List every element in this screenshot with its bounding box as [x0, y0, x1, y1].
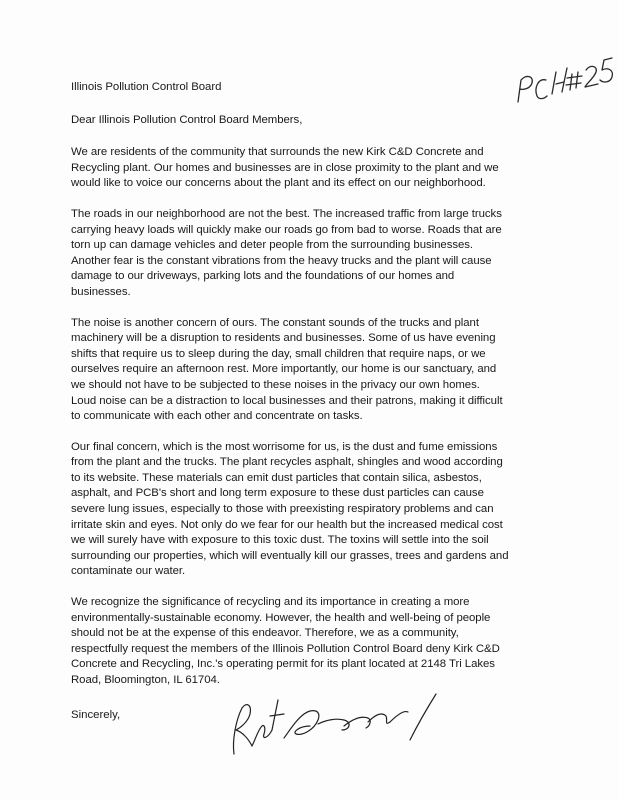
paragraph-line: torn up can damage vehicles and deter people from the surrounding businesses.: [71, 239, 474, 252]
paragraph-line: businesses.: [71, 285, 131, 298]
paragraph-intro: [71, 145, 547, 192]
paragraph-request: [71, 595, 547, 689]
paragraph-line: respectfully request the members of the Illinois Pollution Control Board deny Kirk C&D: [71, 642, 500, 655]
paragraph-line: Another fear is the constant vibrations from the heavy trucks and the plant will cause: [71, 254, 492, 267]
paragraph-line: ourselves require an afternoon rest. More importantly, our home is our sanctuary, and: [71, 363, 497, 376]
paragraph-line: from the plant and the trucks. The plant recycles asphalt, shingles and wood according: [71, 456, 503, 469]
paragraph-line: The roads in our neighborhood are not the best. The increased traffic from large trucks: [71, 207, 502, 220]
paragraph-noise: [71, 316, 547, 425]
paragraph-line: we will surely have with exposure to this toxic dust. The toxins will settle into the soil: [71, 534, 489, 547]
paragraph-roads: [71, 207, 547, 301]
paragraph-line: surrounding our properties, which will eventually kill our grasses, trees and gardens and: [71, 549, 509, 562]
paragraph-line: should not be at the expense of this endeavor. Therefore, we as a community,: [71, 627, 459, 640]
paragraph-dust: [71, 440, 547, 580]
paragraph-line: irritate skin and eyes. Not only do we fear for our health but the increased medical cost: [71, 518, 503, 531]
paragraph-line: would like to voice our concerns about the plant and its effect on our neighborhood.: [71, 177, 486, 190]
paragraph-line: contaminate our water.: [71, 565, 186, 578]
recipient-line: Illinois Pollution Control Board: [71, 81, 222, 93]
salutation-line: Dear Illinois Pollution Control Board Members,: [71, 113, 303, 126]
paragraph-line: We are residents of the community that surrounds the new Kirk C&D Concrete and: [71, 146, 484, 159]
handwritten-signature: [222, 680, 442, 760]
paragraph-line: Concrete and Recycling, Inc.'s operating permit for its plant located at 2148 Tri Lakes: [71, 658, 495, 671]
paragraph-line: to communicate with each other and concentrate on tasks.: [71, 410, 363, 423]
paragraph-line: Loud noise can be a distraction to local businesses and their patrons, making it difficult: [71, 394, 503, 407]
paragraph-line: We recognize the significance of recycling and its importance in creating a more: [71, 596, 470, 609]
paragraph-line: environmentally-sustainable economy. However, the health and well-being of people: [71, 611, 491, 624]
paragraph-line: carrying heavy loads will quickly make our roads go from bad to worse. Roads that are: [71, 223, 502, 236]
paragraph-line: The noise is another concern of ours. The constant sounds of the trucks and plant: [71, 316, 479, 329]
paragraph-line: we should not have to be subjected to these noises in the privacy our own homes.: [71, 378, 480, 391]
paragraph-line: to its website. These materials can emit dust particles that contain silica, asbestos,: [71, 471, 482, 484]
paragraph-line: asphalt, and PCB's short and long term exposure to these dust particles can cause: [71, 487, 484, 500]
letter-body: [71, 80, 547, 704]
paragraph-line: damage to our driveways, parking lots and the foundations of our homes and: [71, 270, 455, 283]
paragraph-line: Our final concern, which is the most worrisome for us, is the dust and fume emissions: [71, 440, 498, 453]
closing-line: Sincerely,: [71, 709, 121, 721]
paragraph-line: Recycling plant. Our homes and businesses are in close proximity to the plant and we: [71, 161, 499, 174]
paragraph-line: Road, Bloomington, IL 61704.: [71, 674, 220, 686]
paragraph-line: severe lung issues, especially to those with preexisting respiratory problems and can: [71, 503, 494, 516]
paragraph-line: shifts that require us to sleep during the day, small children that require naps, or we: [71, 347, 486, 360]
paragraph-line: machinery will be a disruption to residents and businesses. Some of us have evening: [71, 332, 496, 345]
